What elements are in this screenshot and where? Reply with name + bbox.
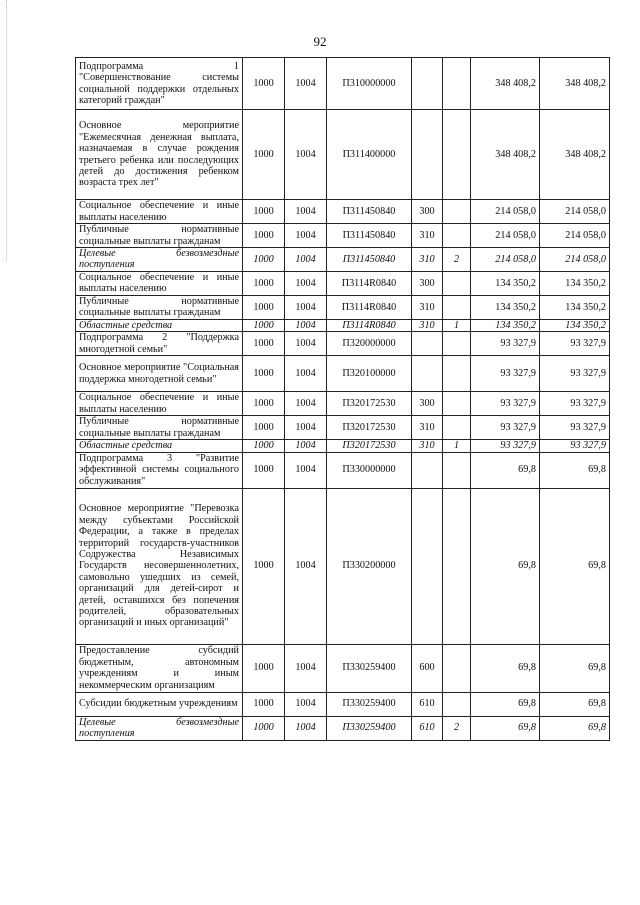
expense-type-code xyxy=(412,332,443,356)
funding-source-code xyxy=(443,392,471,416)
amount-year-1: 69,8 xyxy=(471,452,540,488)
funding-source-code xyxy=(443,295,471,319)
row-name: Субсидии бюджетным учреждениям xyxy=(76,692,243,716)
amount-year-2: 93 327,9 xyxy=(540,416,610,440)
section-code: 1000 xyxy=(243,332,285,356)
subsection-code: 1004 xyxy=(285,644,327,692)
amount-year-1: 348 408,2 xyxy=(471,58,540,110)
funding-source-code xyxy=(443,271,471,295)
section-code: 1000 xyxy=(243,692,285,716)
amount-year-2: 214 058,0 xyxy=(540,224,610,248)
subsection-code: 1004 xyxy=(285,271,327,295)
amount-year-1: 93 327,9 xyxy=(471,416,540,440)
table-row xyxy=(76,716,610,740)
expense-type-code: 300 xyxy=(412,392,443,416)
subsection-code: 1004 xyxy=(285,452,327,488)
row-name: Социальное обеспечение и иные выплаты населению xyxy=(76,200,243,224)
section-code: 1000 xyxy=(243,440,285,452)
amount-year-1: 69,8 xyxy=(471,716,540,740)
expense-type-code: 310 xyxy=(412,295,443,319)
funding-source-code xyxy=(443,416,471,440)
subsection-code: 1004 xyxy=(285,58,327,110)
row-name: Основное мероприятие "Перевозка между субъектами Российской Федерации, а также в пределах территорий государств-участников Содружества Независимых Государств несовершеннолетних, самовольно ушедших из семей, организаций для детей-сирот и детей, оставшихся без попечения родителей, образовательных организаций и иных организаций" xyxy=(76,488,243,644)
table-row xyxy=(76,488,610,644)
target-article-code: П3114R0840 xyxy=(327,295,412,319)
section-code: 1000 xyxy=(243,58,285,110)
amount-year-1: 134 350,2 xyxy=(471,295,540,319)
budget-table xyxy=(75,57,610,741)
expense-type-code: 610 xyxy=(412,716,443,740)
amount-year-2: 214 058,0 xyxy=(540,200,610,224)
section-code: 1000 xyxy=(243,248,285,272)
subsection-code: 1004 xyxy=(285,716,327,740)
expense-type-code: 310 xyxy=(412,440,443,452)
expense-type-code xyxy=(412,58,443,110)
amount-year-2: 69,8 xyxy=(540,452,610,488)
expense-type-code xyxy=(412,488,443,644)
section-code: 1000 xyxy=(243,644,285,692)
target-article-code: П320000000 xyxy=(327,332,412,356)
amount-year-2: 93 327,9 xyxy=(540,440,610,452)
row-name: Целевые безвозмездные поступления xyxy=(76,716,243,740)
amount-year-1: 93 327,9 xyxy=(471,392,540,416)
expense-type-code: 300 xyxy=(412,271,443,295)
subsection-code: 1004 xyxy=(285,200,327,224)
row-name: Подпрограмма 1 "Совершенствование системы социальной поддержки отдельных категорий граждан" xyxy=(76,58,243,110)
expense-type-code xyxy=(412,356,443,392)
subsection-code: 1004 xyxy=(285,692,327,716)
table-row xyxy=(76,692,610,716)
table-row xyxy=(76,392,610,416)
amount-year-2: 134 350,2 xyxy=(540,295,610,319)
amount-year-2: 69,8 xyxy=(540,644,610,692)
funding-source-code xyxy=(443,200,471,224)
amount-year-1: 93 327,9 xyxy=(471,440,540,452)
funding-source-code xyxy=(443,224,471,248)
subsection-code: 1004 xyxy=(285,488,327,644)
table-row xyxy=(76,644,610,692)
amount-year-1: 134 350,2 xyxy=(471,271,540,295)
target-article-code: П320172530 xyxy=(327,440,412,452)
target-article-code: П330000000 xyxy=(327,452,412,488)
target-article-code: П320172530 xyxy=(327,416,412,440)
expense-type-code: 310 xyxy=(412,248,443,272)
table-row xyxy=(76,248,610,272)
row-name: Целевые безвозмездные поступления xyxy=(76,248,243,272)
expense-type-code xyxy=(412,110,443,200)
funding-source-code xyxy=(443,356,471,392)
target-article-code: П320100000 xyxy=(327,356,412,392)
target-article-code: П311400000 xyxy=(327,110,412,200)
amount-year-1: 93 327,9 xyxy=(471,356,540,392)
table-row xyxy=(76,332,610,356)
section-code: 1000 xyxy=(243,488,285,644)
section-code: 1000 xyxy=(243,319,285,331)
amount-year-2: 69,8 xyxy=(540,692,610,716)
section-code: 1000 xyxy=(243,716,285,740)
funding-source-code xyxy=(443,58,471,110)
subsection-code: 1004 xyxy=(285,224,327,248)
amount-year-1: 214 058,0 xyxy=(471,224,540,248)
table-row xyxy=(76,416,610,440)
funding-source-code: 1 xyxy=(443,440,471,452)
amount-year-2: 134 350,2 xyxy=(540,319,610,331)
amount-year-1: 348 408,2 xyxy=(471,110,540,200)
row-name: Предоставление субсидий бюджетным, автономным учреждениям и иным некоммерческим организациям xyxy=(76,644,243,692)
amount-year-2: 348 408,2 xyxy=(540,58,610,110)
amount-year-1: 69,8 xyxy=(471,488,540,644)
row-name: Публичные нормативные социальные выплаты гражданам xyxy=(76,295,243,319)
target-article-code: П310000000 xyxy=(327,58,412,110)
amount-year-2: 93 327,9 xyxy=(540,392,610,416)
section-code: 1000 xyxy=(243,271,285,295)
funding-source-code: 2 xyxy=(443,716,471,740)
row-name: Публичные нормативные социальные выплаты гражданам xyxy=(76,224,243,248)
expense-type-code: 310 xyxy=(412,416,443,440)
amount-year-1: 134 350,2 xyxy=(471,319,540,331)
row-name: Социальное обеспечение и иные выплаты населению xyxy=(76,271,243,295)
row-name: Подпрограмма 3 "Развитие эффективной системы социального обслуживания" xyxy=(76,452,243,488)
funding-source-code xyxy=(443,110,471,200)
subsection-code: 1004 xyxy=(285,248,327,272)
row-name: Областные средства xyxy=(76,319,243,331)
section-code: 1000 xyxy=(243,110,285,200)
subsection-code: 1004 xyxy=(285,332,327,356)
target-article-code: П330200000 xyxy=(327,488,412,644)
amount-year-2: 348 408,2 xyxy=(540,110,610,200)
amount-year-1: 69,8 xyxy=(471,692,540,716)
funding-source-code xyxy=(443,452,471,488)
table-row xyxy=(76,295,610,319)
expense-type-code: 310 xyxy=(412,319,443,331)
amount-year-2: 69,8 xyxy=(540,716,610,740)
table-row xyxy=(76,319,610,331)
expense-type-code xyxy=(412,452,443,488)
table-row xyxy=(76,58,610,110)
funding-source-code: 1 xyxy=(443,319,471,331)
row-name: Подпрограмма 2 "Поддержка многодетной семьи" xyxy=(76,332,243,356)
target-article-code: П311450840 xyxy=(327,200,412,224)
page-number: 92 xyxy=(313,34,327,49)
expense-type-code: 610 xyxy=(412,692,443,716)
target-article-code: П311450840 xyxy=(327,224,412,248)
section-code: 1000 xyxy=(243,392,285,416)
section-code: 1000 xyxy=(243,224,285,248)
section-code: 1000 xyxy=(243,295,285,319)
expense-type-code: 310 xyxy=(412,224,443,248)
table-row xyxy=(76,271,610,295)
amount-year-1: 93 327,9 xyxy=(471,332,540,356)
amount-year-1: 214 058,0 xyxy=(471,200,540,224)
subsection-code: 1004 xyxy=(285,440,327,452)
funding-source-code xyxy=(443,692,471,716)
subsection-code: 1004 xyxy=(285,356,327,392)
section-code: 1000 xyxy=(243,200,285,224)
amount-year-2: 93 327,9 xyxy=(540,356,610,392)
amount-year-1: 69,8 xyxy=(471,644,540,692)
target-article-code: П330259400 xyxy=(327,692,412,716)
amount-year-2: 134 350,2 xyxy=(540,271,610,295)
amount-year-2: 214 058,0 xyxy=(540,248,610,272)
subsection-code: 1004 xyxy=(285,295,327,319)
section-code: 1000 xyxy=(243,416,285,440)
section-code: 1000 xyxy=(243,452,285,488)
subsection-code: 1004 xyxy=(285,319,327,331)
row-name: Социальное обеспечение и иные выплаты населению xyxy=(76,392,243,416)
subsection-code: 1004 xyxy=(285,416,327,440)
row-name: Основное мероприятие "Ежемесячная денежная выплата, назначаемая в случае рождения третьего ребенка или последующих детей до достижения ребенком возраста трех лет" xyxy=(76,110,243,200)
expense-type-code: 600 xyxy=(412,644,443,692)
target-article-code: П3114R0840 xyxy=(327,319,412,331)
funding-source-code xyxy=(443,644,471,692)
amount-year-2: 93 327,9 xyxy=(540,332,610,356)
table-row xyxy=(76,224,610,248)
target-article-code: П320172530 xyxy=(327,392,412,416)
funding-source-code: 2 xyxy=(443,248,471,272)
target-article-code: П311450840 xyxy=(327,248,412,272)
section-code: 1000 xyxy=(243,356,285,392)
table-row xyxy=(76,200,610,224)
row-name: Публичные нормативные социальные выплаты гражданам xyxy=(76,416,243,440)
target-article-code: П3114R0840 xyxy=(327,271,412,295)
row-name: Основное мероприятие "Социальная поддержка многодетной семьи" xyxy=(76,356,243,392)
amount-year-2: 69,8 xyxy=(540,488,610,644)
table-row xyxy=(76,110,610,200)
table-row xyxy=(76,356,610,392)
table-row xyxy=(76,440,610,452)
expense-type-code: 300 xyxy=(412,200,443,224)
target-article-code: П330259400 xyxy=(327,716,412,740)
funding-source-code xyxy=(443,488,471,644)
subsection-code: 1004 xyxy=(285,110,327,200)
budget-table-body xyxy=(76,58,610,741)
row-name: Областные средства xyxy=(76,440,243,452)
target-article-code: П330259400 xyxy=(327,644,412,692)
amount-year-1: 214 058,0 xyxy=(471,248,540,272)
funding-source-code xyxy=(443,332,471,356)
table-row xyxy=(76,452,610,488)
subsection-code: 1004 xyxy=(285,392,327,416)
